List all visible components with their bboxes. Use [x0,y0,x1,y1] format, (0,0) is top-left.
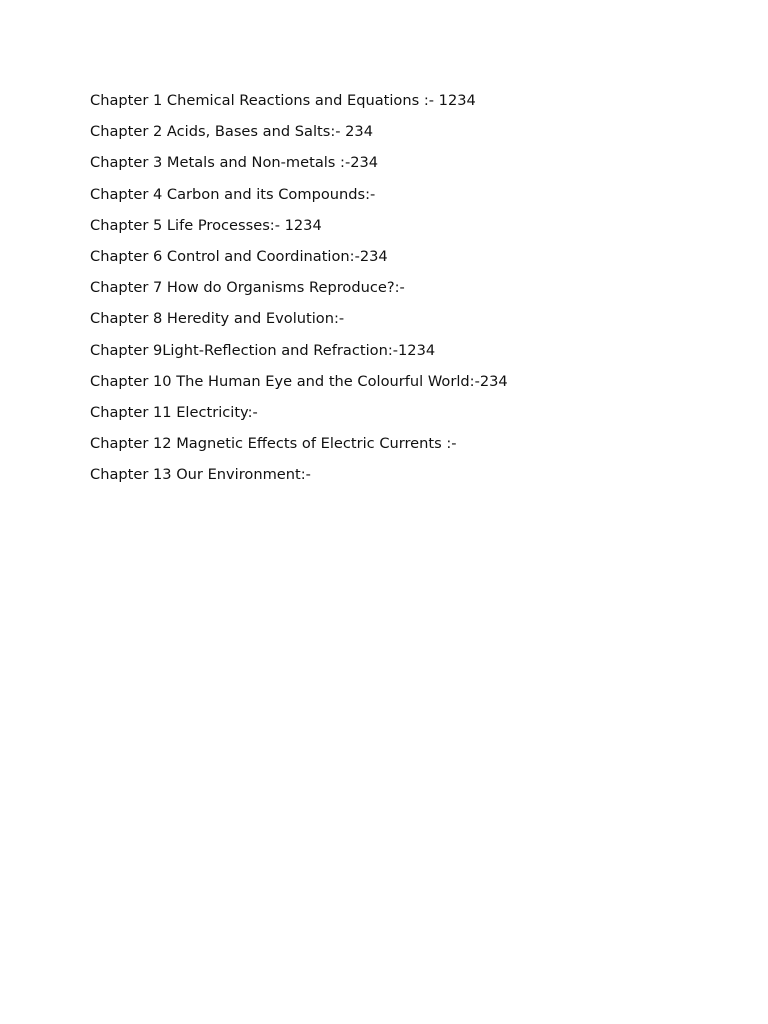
chapter-13-line: Chapter 13 Our Environment:- [90,466,311,484]
chapter-10-line: Chapter 10 The Human Eye and the Colourful World:-234 [90,372,508,390]
chapter-7-line: Chapter 7 How do Organisms Reproduce?:- [90,279,405,297]
chapter-1-line: Chapter 1 Chemical Reactions and Equations :- 1234 [90,92,476,109]
chapter-list [90,91,508,496]
chapter-9-line: Chapter 9Light-Reflection and Refraction:-1234 [90,341,436,359]
chapter-6-line: Chapter 6 Control and Coordination:-234 [90,247,388,265]
chapter-3-line: Chapter 3 Metals and Non-metals :-234 [90,154,379,172]
chapter-4-line: Chapter 4 Carbon and its Compounds:- [90,185,376,203]
chapter-5-line: Chapter 5 Life Processes:- 1234 [90,216,322,234]
chapter-11-line: Chapter 11 Electricity:- [90,403,258,421]
chapter-12-line: Chapter 12 Magnetic Effects of Electric Currents :- [90,435,457,453]
chapter-2-line: Chapter 2 Acids, Bases and Salts:- 234 [90,123,373,141]
chapter-8-line: Chapter 8 Heredity and Evolution:- [90,310,345,328]
